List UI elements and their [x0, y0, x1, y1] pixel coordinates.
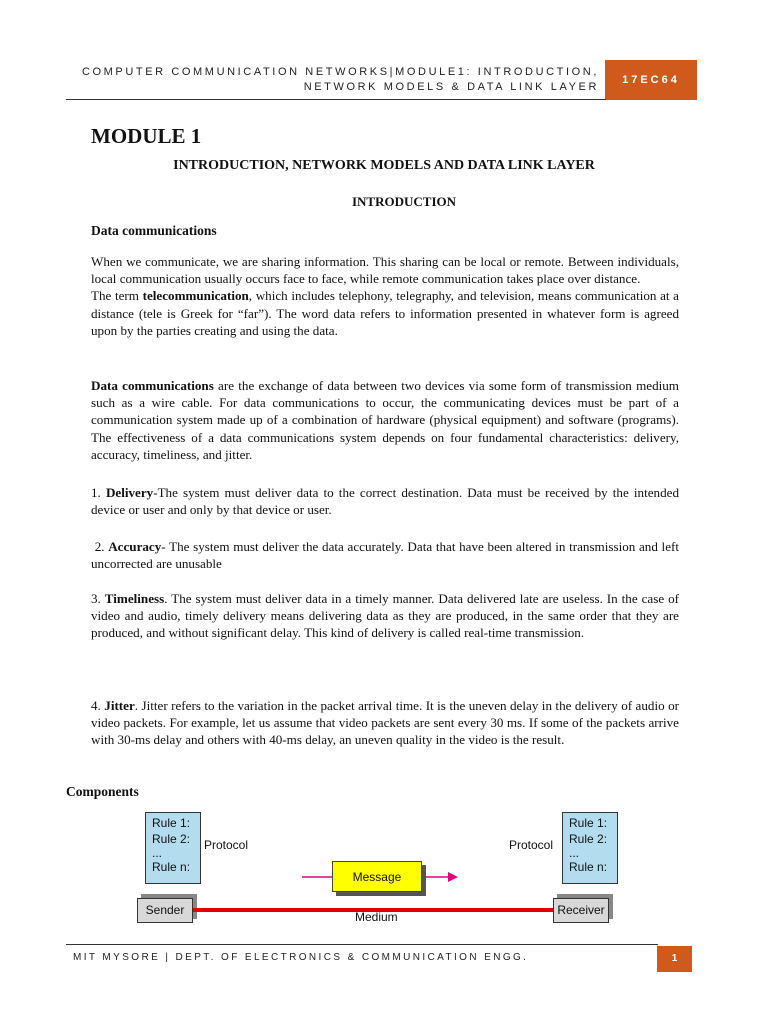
header-title-line1: COMPUTER COMMUNICATION NETWORKS|MODULE1: INTRODUCTION, — [81, 66, 599, 78]
timeliness-text: . The system must deliver data in a timely manner. Data delivered late are useless. In the case of video and audio, timely delivery means delivering data as they are produced, in the same order that they are produced, and without significant delay. This kind of delivery is called real-time transmission. — [91, 591, 680, 641]
subsection-title: Data communications — [91, 223, 217, 238]
paragraph-intro-text: When we communicate, we are sharing information. This sharing can be local or remote. Between individuals, local communication usually occurs face to face, while remote communication takes place over distance. — [91, 254, 679, 287]
paragraph-term-pre: The term — [91, 288, 143, 304]
medium-label: Medium — [355, 910, 398, 924]
components-diagram — [136, 806, 626, 936]
header-rule — [66, 99, 606, 100]
characteristic-delivery — [91, 484, 679, 518]
rule-line: Rule 1: — [152, 816, 191, 830]
protocol-label-right: Protocol — [509, 838, 554, 852]
paragraph-data-communications — [91, 377, 679, 463]
receiver-rules-box — [562, 812, 618, 884]
jitter-text: . Jitter refers to the variation in the packet arrival time. It is the uneven delay in the delivery of audio or video packets. For example, let us assume that video packets are sent every 30 ms. If some of the packets arrive with 30-ms delay and others with 40-ms delay, an uneven quality in the video is the result. — [91, 698, 680, 748]
term-accuracy: Accuracy — [108, 539, 162, 554]
rule-line: Rule 2: — [569, 832, 608, 846]
header-title-line2: NETWORK MODELS & DATA LINK LAYER — [303, 81, 599, 93]
term-timeliness: Timeliness — [104, 591, 165, 606]
section-title: INTRODUCTION — [351, 194, 456, 209]
page-number: 1 — [657, 946, 692, 972]
footer-text: MIT MYSORE | DEPT. OF ELECTRONICS & COMMUNICATION ENGG. — [73, 952, 529, 963]
characteristic-jitter — [91, 697, 679, 749]
rule-line: ... — [569, 846, 580, 860]
rule-line: Rule 1: — [569, 816, 608, 830]
receiver-device: Receiver — [553, 898, 609, 923]
characteristic-accuracy — [91, 538, 683, 572]
course-code-badge: 17EC64 — [605, 60, 697, 100]
sender-rules-box — [145, 812, 201, 884]
rule-line: ... — [152, 846, 163, 860]
term-telecommunication: telecommunication — [142, 288, 249, 304]
components-title: Components — [66, 784, 139, 799]
term-data-communications: Data communications — [91, 378, 214, 393]
paragraph-term-post: , which includes telephony, telegraphy, and television, means communication at a distance (tele is Greek for “far”). The word data refers to information presented in whatever form is agreed upon by the parties creating and using the data. — [91, 288, 679, 338]
message-box: Message — [332, 861, 422, 892]
delivery-text: -The system must deliver data to the correct destination. Data must be received by the intended device or user and only by that device or user. — [91, 485, 679, 518]
footer-rule — [66, 944, 658, 945]
accuracy-text: - The system must deliver the data accurately. Data that have been altered in transmission and left uncorrected are unusable — [91, 539, 683, 572]
characteristic-timeliness — [91, 590, 679, 642]
rule-line: Rule n: — [152, 860, 191, 874]
module-subtitle: INTRODUCTION, NETWORK MODELS AND DATA LINK LAYER — [173, 158, 595, 173]
rule-line: Rule n: — [569, 860, 608, 874]
module-title: MODULE 1 — [91, 124, 202, 148]
rule-line: Rule 2: — [152, 832, 191, 846]
sender-device: Sender — [137, 898, 193, 923]
delivery-number: 1. — [91, 485, 106, 500]
paragraph-intro — [91, 253, 679, 339]
accuracy-number: 2. — [91, 539, 109, 554]
jitter-number: 4. — [91, 698, 105, 713]
term-delivery: Delivery — [105, 485, 154, 500]
timeliness-number: 3. — [91, 591, 105, 606]
term-jitter: Jitter — [104, 698, 135, 713]
paragraph-data-communications-text: are the exchange of data between two devices via some form of transmission medium such as a wire cable. For data communications to occur, the communicating devices must be part of a communication system made up of a combination of hardware (physical equipment) and software (programs). The effectiveness of a data communications system depends on four fundamental characteristics: delivery, accuracy, timeliness, and jitter. — [91, 378, 679, 462]
protocol-label-left: Protocol — [204, 838, 249, 852]
